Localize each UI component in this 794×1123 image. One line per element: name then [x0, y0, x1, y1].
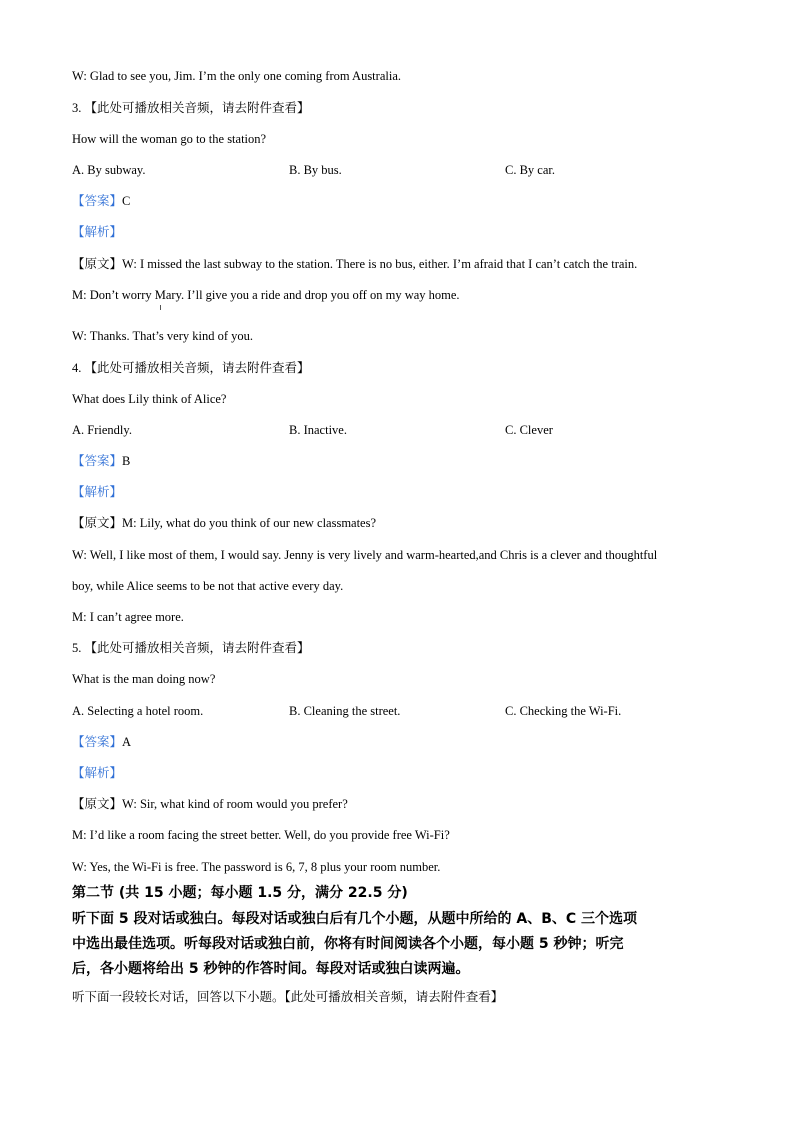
transcript-line: W: Glad to see you, Jim. I’m the only one coming from Australia. [72, 69, 401, 83]
instruction-line: 中选出最佳选项。听每段对话或独白前，你将有时间阅读各个小题，每小题 5 秒钟；听完 [72, 936, 624, 952]
stray-mark [160, 305, 161, 310]
analysis-label: 【解析】 [72, 484, 123, 499]
answer-row [72, 734, 131, 750]
question-number: 4. [72, 361, 82, 375]
option-c: C. By car. [505, 163, 555, 177]
original-label: 【原文】 [72, 256, 123, 271]
original-label: 【原文】 [72, 515, 123, 530]
analysis-row [72, 765, 122, 781]
question-text: What does Lily think of Alice? [72, 392, 227, 406]
option-a: A. Selecting a hotel room. [72, 704, 204, 718]
instruction-line: 听下面 5 段对话或独白。每段对话或独白后有几个小题，从题中所给的 A、B、C 三个选项 [72, 911, 638, 927]
transcript-line: W: Yes, the Wi-Fi is free. The password is 6, 7, 8 plus your room number. [72, 860, 441, 874]
transcript-line: M: Don’t worry Mary. I’ll give you a ride and drop you off on my way home. [72, 288, 460, 302]
question-header [72, 100, 310, 116]
transcript-line [72, 256, 637, 272]
question-header [72, 360, 310, 376]
transcript-text: M: Lily, what do you think of our new classmates? [122, 516, 377, 530]
transcript-line: W: Well, I like most of them, I would say. Jenny is very lively and warm-hearted,and Chris is a clever and thoughtful [72, 548, 658, 562]
section-heading: 第二节 (共 15 小题；每小题 1.5 分，满分 22.5 分) [72, 885, 408, 901]
original-label: 【原文】 [72, 796, 123, 811]
answer-label: 【答案】 [72, 193, 123, 208]
next-prompt[interactable]: 听下面一段较长对话，回答以下小题。【此处可播放相关音频，请去附件查看】 [72, 989, 504, 1004]
transcript-text: W: I missed the last subway to the station. There is no bus, either. I’m afraid that I can’t catch the train. [122, 257, 638, 271]
answer-value: C [122, 194, 131, 208]
option-a: A. Friendly. [72, 423, 132, 437]
answer-label: 【答案】 [72, 453, 123, 468]
audio-note[interactable]: 【此处可播放相关音频，请去附件查看】 [84, 640, 310, 655]
transcript-line: boy, while Alice seems to be not that active every day. [72, 579, 344, 593]
analysis-row [72, 484, 122, 500]
option-b: B. Inactive. [289, 423, 347, 437]
audio-note[interactable]: 【此处可播放相关音频，请去附件查看】 [84, 360, 310, 375]
option-b: B. By bus. [289, 163, 342, 177]
answer-row [72, 193, 130, 209]
analysis-label: 【解析】 [72, 224, 123, 239]
question-number: 3. [72, 101, 82, 115]
answer-label: 【答案】 [72, 734, 123, 749]
transcript-line [72, 515, 376, 531]
transcript-text: W: Sir, what kind of room would you prefer? [122, 797, 348, 811]
answer-value: A [122, 735, 132, 749]
instruction-line: 后，各小题将给出 5 秒钟的作答时间。每段对话或独白读两遍。 [72, 961, 470, 977]
question-text: What is the man doing now? [72, 672, 216, 686]
question-number: 5. [72, 641, 82, 655]
question-header [72, 640, 310, 656]
transcript-line: W: Thanks. That’s very kind of you. [72, 329, 253, 343]
transcript-line [72, 796, 348, 812]
option-b: B. Cleaning the street. [289, 704, 401, 718]
option-c: C. Checking the Wi-Fi. [505, 704, 622, 718]
answer-value: B [122, 454, 131, 468]
audio-note[interactable]: 【此处可播放相关音频，请去附件查看】 [84, 100, 310, 115]
transcript-line: M: I’d like a room facing the street better. Well, do you provide free Wi-Fi? [72, 828, 450, 842]
analysis-row [72, 224, 122, 240]
answer-row [72, 453, 130, 469]
analysis-label: 【解析】 [72, 765, 123, 780]
question-text: How will the woman go to the station? [72, 132, 267, 146]
option-a: A. By subway. [72, 163, 146, 177]
option-c: C. Clever [505, 423, 553, 437]
transcript-line: M: I can’t agree more. [72, 610, 184, 624]
